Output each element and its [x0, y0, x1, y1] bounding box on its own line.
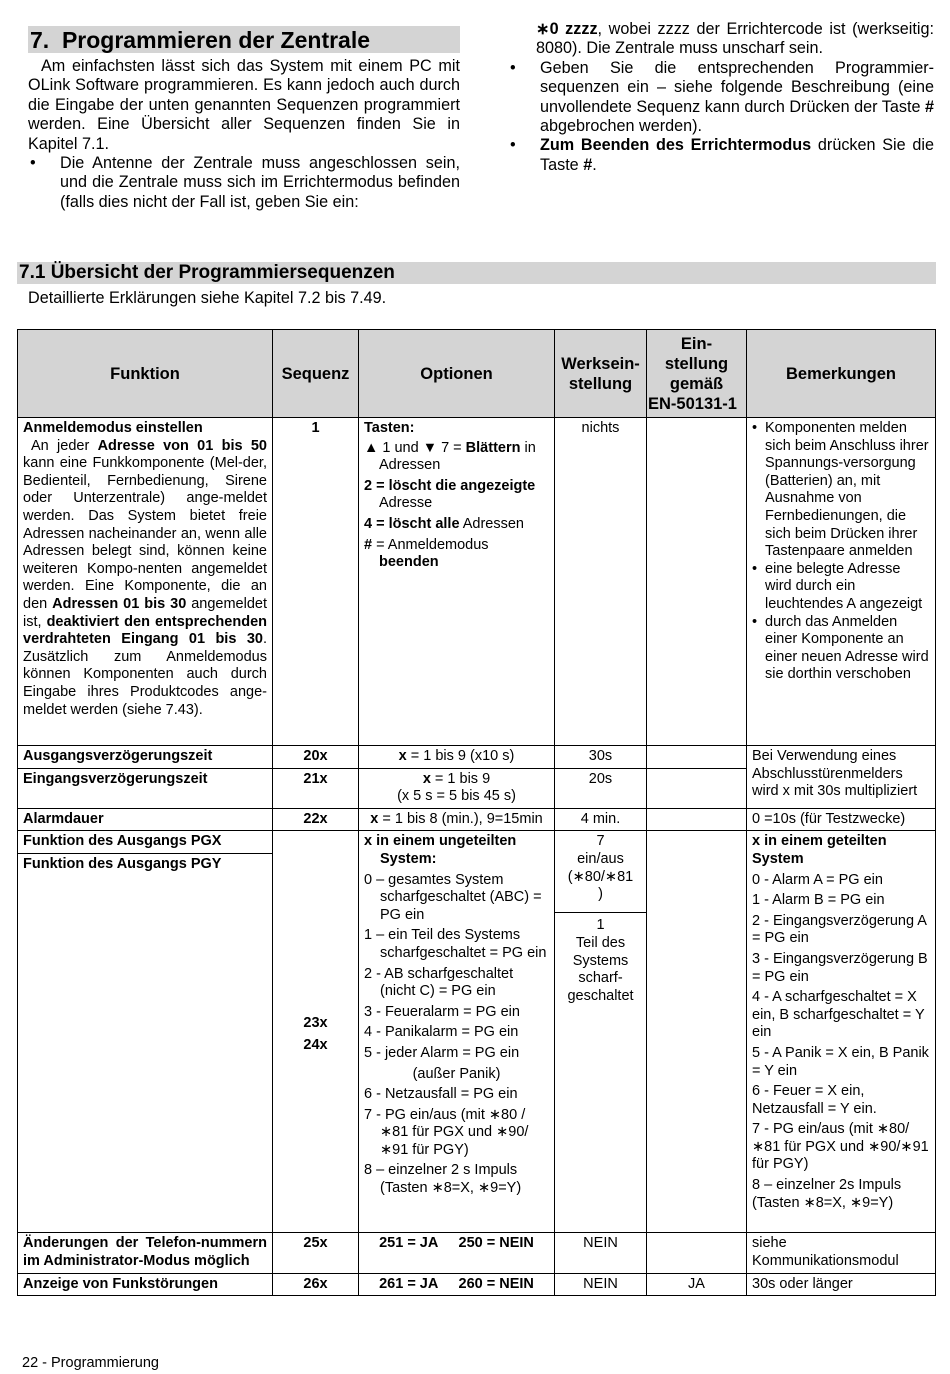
table-row — [18, 808, 936, 831]
optionen-cell: 251 = JA 250 = NEIN — [359, 1233, 555, 1273]
funktion-cell: Eingangsverzögerungszeit — [18, 768, 273, 808]
en-cell — [647, 808, 747, 831]
header-sequenz: Sequenz — [273, 330, 359, 418]
header-bemerkungen: Bemerkungen — [747, 330, 936, 418]
funktion-cell: Alarmdauer — [18, 808, 273, 831]
table-row — [18, 746, 936, 769]
funktion-cell: Anzeige von Funkstörungen — [18, 1273, 273, 1296]
bullet-icon: • — [510, 136, 516, 155]
section-number: 7. — [30, 27, 50, 53]
bullet-exit-mode: • Zum Beenden des Errichtermodus drücken Sie die Taste #. — [510, 136, 934, 174]
sequenz-cell: 23x 24x — [273, 831, 359, 1233]
en-cell — [647, 418, 747, 746]
table-row — [18, 1233, 936, 1273]
sequenz-cell: 1 — [273, 418, 359, 746]
header-optionen: Optionen — [359, 330, 555, 418]
table-row — [18, 418, 936, 746]
optionen-cell: x = 1 bis 9 (x10 s) — [359, 746, 555, 769]
werkseinstellung-cell: NEIN — [555, 1273, 647, 1296]
werkseinstellung-cell: 4 min. — [555, 808, 647, 831]
section-title: Programmieren der Zentrale — [61, 27, 371, 53]
bemerkungen-cell: siehe Kommunikationsmodul — [747, 1233, 936, 1273]
section-7-1-subtitle: Detaillierte Erklärungen siehe Kapitel 7.2 bis 7.49. — [28, 289, 387, 307]
bullet-antenna: • Die Antenne der Zentrale muss angeschlossen sein, und die Zentrale muss sich im Errichtermodus befinden (falls dies nicht der Fall ist, geben Sie ein: — [30, 154, 460, 211]
table-header-row — [18, 330, 936, 418]
en-cell — [647, 746, 747, 769]
optionen-cell: x in einem ungeteilten System: 0 – gesamtes System scharfgeschaltet (ABC) = PG ein 1 – ein Teil des Systems scharfgeschaltet = PG ein 2 - AB scharfgeschaltet (nicht C) = PG ein 3 - Feueralarm = PG ein 4 - Panikalarm = PG ein 5 - jeder Alarm = PG ein (außer Panik) 6 - Netzausfall = PG ein 7 - PG ein/aus (mit ∗80 /∗81 für PGX und ∗90/∗91 für PGY) 8 – einzelner 2 s Impuls (Tasten ∗8=X, ∗9=Y) — [359, 831, 555, 1233]
table-row — [18, 1273, 936, 1296]
bemerkungen-cell: • Komponenten melden sich beim Anschluss ihrer Spannungs-versorgung (Batterien) an, mit Ausnahme von Fernbedienungen, die sich beim Drücken ihrer Tastenpaare anmelden • eine belegte Adresse wird durch ein leuchtendes A angezeigt • durch das Anmelden einer Komponente an einer neuen Adresse wird sie dorthin verschoben — [747, 418, 936, 746]
bullet-icon: • — [30, 154, 36, 173]
intro-paragraph: Am einfachsten lässt sich das System mit einem PC mit OLink Software programmieren. Es kann jedoch auch durch die Eingabe der unten genannten Sequenzen programmiert werden. Eine Übersicht aller Sequenzen finden Sie in Kapitel 7.1. — [28, 57, 460, 153]
bemerkungen-cell: x in einem geteilten System 0 - Alarm A = PG ein 1 - Alarm B = PG ein 2 - Eingangsverzögerung A = PG ein 3 - Eingangsverzögerung B = PG ein 4 - A scharfgeschaltet = X ein, B scharfgeschaltet = Y ein 5 - A Panik = X ein, B Panik = Y ein 6 - Feuer = X ein, Netzausfall = Y ein. 7 - PG ein/aus (mit ∗80/ ∗81 für PGX und ∗90/∗91 für PGY) 8 – einzelner 2s Impuls (Tasten ∗8=X, ∗9=Y) — [747, 831, 936, 1233]
en-cell — [647, 768, 747, 808]
bullet-icon: • — [510, 58, 516, 77]
programming-sequence-table — [17, 329, 936, 1296]
werkseinstellung-cell: 20s — [555, 768, 647, 808]
sequenz-cell: 22x — [273, 808, 359, 831]
bullet-enter-sequences: • Geben Sie die entsprechenden Programmier-sequenzen ein – siehe folgende Beschreibung (eine unvollendete Sequenz kann durch Drücken der Taste # abgebrochen werden). — [510, 58, 934, 136]
section-7-1-heading: 7.1 Übersicht der Programmiersequenzen — [17, 262, 936, 284]
bemerkungen-cell: 0 =10s (für Testzwecke) — [747, 808, 936, 831]
optionen-cell: 261 = JA 260 = NEIN — [359, 1273, 555, 1296]
sequenz-cell: 26x — [273, 1273, 359, 1296]
bemerkungen-cell: 30s oder länger — [747, 1273, 936, 1296]
werkseinstellung-cell: NEIN — [555, 1233, 647, 1273]
sequenz-cell: 21x — [273, 768, 359, 808]
optionen-cell: x = 1 bis 8 (min.), 9=15min — [359, 808, 555, 831]
funktion-cell: Änderungen der Telefon-nummern im Administrator-Modus möglich — [18, 1233, 273, 1273]
werkseinstellung-cell: nichts — [555, 418, 647, 746]
en-cell: JA — [647, 1273, 747, 1296]
optionen-cell: Tasten: ▲ 1 und ▼ 7 = Blättern in Adressen 2 = löscht die angezeigte Adresse 4 = löscht alle Adressen # = Anmeldemodus beenden — [359, 418, 555, 746]
sequenz-cell: 20x — [273, 746, 359, 769]
sequenz-cell: 25x — [273, 1233, 359, 1273]
werkseinstellung-cell: 7 ein/aus (∗80/∗81 ) 1 Teil des Systems scharf- geschaltet — [555, 831, 647, 1233]
en-cell — [647, 831, 747, 1233]
funktion-cell: Ausgangsverzögerungszeit — [18, 746, 273, 769]
section-7-right-column — [508, 20, 934, 175]
header-funktion: Funktion — [18, 330, 273, 418]
section-7-left-column — [28, 26, 460, 212]
table-row — [18, 831, 936, 1233]
funktion-cell: Funktion des Ausgangs PGX Funktion des Ausgangs PGY — [18, 831, 273, 1233]
bullet-antenna-continued: ∗0 zzzz, wobei zzzz der Errichtercode ist (werkseitig: 8080). Die Zentrale muss unscharf sein. — [536, 20, 934, 58]
optionen-cell: x = 1 bis 9 (x 5 s = 5 bis 45 s) — [359, 768, 555, 808]
header-werkseinstellung: Werksein- stellung — [555, 330, 647, 418]
section-7-heading — [28, 26, 460, 53]
page-footer: 22 - Programmierung — [22, 1355, 159, 1371]
funktion-cell: Anmeldemodus einstellen An jeder Adresse von 01 bis 50 kann eine Funkkomponente (Mel-der, Bedienteil, Fernbedienung, Sirene oder Unterzentrale) ange-meldet werden. Das System bietet freie Adressen nacheinander an, wenn alle Adressen belegt sind, können keine weiteren Kompo-nenten angemeldet werden. Eine Komponente, die an den Adressen 01 bis 30 angemeldet ist, deaktiviert den entsprechenden verdrahteten Eingang 01 bis 30. Zusätzlich zum Anmeldemodus können Komponenten auch durch Eingabe ihres Produktcodes ange-meldet werden (siehe 7.43). — [18, 418, 273, 746]
bemerkungen-cell: Bei Verwendung eines Abschlusstürenmelders wird x mit 30s multipliziert — [747, 746, 936, 809]
header-en-50131: Ein- stellung gemäß EN-50131-1 — [647, 330, 747, 418]
werkseinstellung-cell: 30s — [555, 746, 647, 769]
en-cell — [647, 1233, 747, 1273]
